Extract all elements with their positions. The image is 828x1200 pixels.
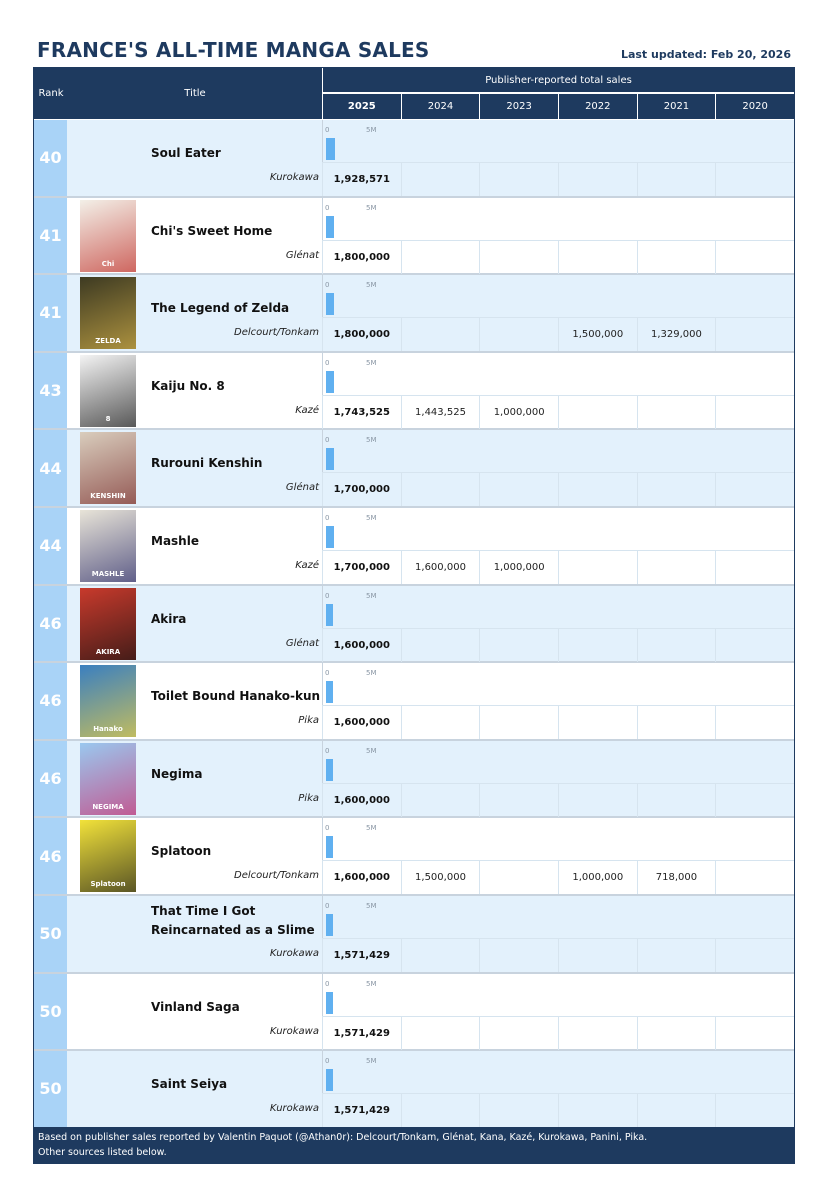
sales-bar [326,293,334,315]
rank-cell: 46 [34,586,67,662]
cover-lettering: Hanako [93,725,123,734]
manga-title: Akira [151,611,187,626]
sales-cell-2020 [715,162,794,196]
cover-lettering: KENSHIN [90,492,126,501]
manga-title: Splatoon [151,844,212,859]
bar-axis-zero: 0 [325,979,330,988]
sales-cell-2023 [479,472,558,506]
sales-cell-2020 [715,472,794,506]
sales-cell-2024 [401,472,480,506]
bar-axis-5m: 5M [366,436,377,445]
rank-cell: 50 [34,974,67,1050]
rank-cell: 46 [34,741,67,817]
sales-cell-2025: 1,571,429 [322,1093,401,1127]
rank-cell: 41 [34,198,67,274]
cover-image [80,277,136,349]
sales-cell-2022 [558,1093,637,1127]
sales-cell-2025: 1,571,429 [322,938,401,972]
bar-axis-5m: 5M [366,824,377,833]
sales-cell-2025: 1,600,000 [322,860,401,894]
rank-cell: 41 [34,275,67,351]
table-row [34,430,794,508]
sales-cell-2024 [401,240,480,274]
year-header-2020: 2020 [715,94,794,119]
sales-cell-2020 [715,550,794,584]
sales-cell-2025: 1,571,429 [322,1016,401,1050]
sales-bar [326,371,334,393]
sales-cell-2023: 1,000,000 [479,550,558,584]
publisher-label: Kurokawa [269,172,319,183]
sales-cell-2024 [401,705,480,739]
publisher-label: Glénat [285,637,319,649]
publisher-label: Delcourt/Tonkam [234,327,319,339]
sales-cell-2024 [401,938,480,972]
manga-title: Mashle [151,534,199,548]
table-row [34,896,794,974]
table-row [34,818,794,896]
cover-lettering: NEGIMA [92,802,124,811]
rank-cell: 40 [34,120,67,196]
bar-axis-zero: 0 [325,669,330,678]
bar-axis-zero: 0 [325,514,330,522]
bar-axis-5m: 5M [366,669,377,678]
sales-cell-2021 [637,705,716,739]
sales-cell-2024 [401,162,480,196]
sales-bar [326,216,334,238]
cover-lettering: 8 [105,414,111,423]
sales-cell-2021 [637,1016,716,1050]
manga-title: Soul Eater [151,146,221,160]
page-title: FRANCE'S ALL-TIME MANGA SALES [37,38,430,62]
bar-axis-5m: 5M [366,902,377,910]
rank-cell: 43 [34,353,67,429]
publisher-label: Glénat [285,482,319,494]
sales-cell-2021 [637,1093,716,1127]
footer-note [34,1127,794,1163]
rank-cell: 44 [34,430,67,506]
cover-image [80,432,136,504]
footer-line-1: Based on publisher sales reported by Valentin Paquot (@Athan0r): Delcourt/Tonkam, Glénat, Kana, Kazé, Kurokawa, Panini, Pika. [38,1132,648,1143]
bar-axis-zero: 0 [325,824,330,833]
sales-cell-2020 [715,395,794,429]
bar-axis-5m: 5M [366,203,377,212]
sales-cell-2023 [479,162,558,196]
sales-cell-2025: 1,600,000 [322,628,401,662]
sales-cell-2022 [558,550,637,584]
sales-cell-2020 [715,938,794,972]
last-updated-label: Last updated: Feb 20, 2026 [620,48,791,61]
cover-image [80,510,136,582]
manga-title: That Time I Got Reincarnated as a Slime [151,904,315,937]
sales-cell-2022 [558,1016,637,1050]
sales-cell-2022 [558,705,637,739]
title-header: Title [68,68,322,119]
table-row [34,586,794,664]
sales-cell-2020 [715,1016,794,1050]
sales-cell-2022 [558,240,637,274]
year-header-2023: 2023 [479,94,558,119]
sales-bar [326,914,333,936]
publisher-label: Pika [298,792,319,804]
bar-axis-zero: 0 [325,1057,330,1066]
bar-axis-5m: 5M [366,1057,377,1066]
sales-cell-2023: 1,000,000 [479,395,558,429]
manga-title: Kaiju No. 8 [151,378,225,393]
publisher-label: Kurokawa [269,1025,319,1037]
sales-cell-2023 [479,783,558,817]
sales-bar [326,604,333,626]
bar-axis-zero: 0 [325,358,330,367]
bar-axis-zero: 0 [325,902,330,910]
publisher-label: Glénat [285,249,319,261]
cover-image [80,665,136,737]
sales-bar [326,448,334,470]
sales-cell-2021 [637,240,716,274]
rank-cell: 44 [34,508,67,584]
sales-cell-2025: 1,800,000 [322,317,401,351]
sales-cell-2023 [479,240,558,274]
sales-cell-2023 [479,317,558,351]
publisher-label: Pika [298,715,319,727]
cover-lettering: Splatoon [90,880,126,889]
bar-axis-zero: 0 [325,591,330,600]
bar-axis-zero: 0 [325,436,330,445]
year-header-2021: 2021 [637,94,716,119]
sales-cell-2021 [637,395,716,429]
sales-bar [326,992,333,1014]
bar-axis-zero: 0 [325,203,330,212]
table-row [34,353,794,431]
sales-cell-2022: 1,000,000 [558,860,637,894]
sales-cell-2023 [479,938,558,972]
sales-cell-2025: 1,928,571 [322,162,401,196]
manga-title: Saint Seiya [151,1077,228,1092]
sales-cell-2022 [558,162,637,196]
cover-lettering: Chi [101,259,115,268]
sales-cell-2025: 1,700,000 [322,472,401,506]
sales-cell-2024 [401,1093,480,1127]
sales-cell-2020 [715,317,794,351]
cover-image [80,588,136,660]
bar-axis-5m: 5M [366,358,377,367]
bar-axis-5m: 5M [366,514,377,522]
sales-cell-2024 [401,1016,480,1050]
manga-title: The Legend of Zelda [151,301,290,316]
sales-cell-2025: 1,600,000 [322,783,401,817]
sales-bar [326,526,334,548]
sales-cell-2024 [401,317,480,351]
sales-group-header: Publisher-reported total sales [322,68,794,93]
publisher-label: Kurokawa [269,1103,319,1115]
rank-header: Rank [34,68,68,119]
sales-cell-2025: 1,700,000 [322,550,401,584]
sales-bar [326,759,333,781]
sales-cell-2025: 1,743,525 [322,395,401,429]
sales-cell-2020 [715,1093,794,1127]
footer-line-2: Other sources listed below. [38,1147,167,1158]
sales-cell-2020 [715,240,794,274]
cover-lettering: MASHLE [91,570,125,578]
sales-cell-2021 [637,550,716,584]
manga-title: Vinland Saga [151,999,240,1014]
cover-image [80,743,136,815]
bar-axis-5m: 5M [366,126,377,134]
sales-bar [326,1069,333,1091]
sales-cell-2024: 1,443,525 [401,395,480,429]
publisher-label: Kazé [295,560,319,571]
sales-cell-2024: 1,600,000 [401,550,480,584]
sales-bar [326,836,333,858]
rank-cell: 46 [34,663,67,739]
sales-cell-2022: 1,500,000 [558,317,637,351]
sales-cell-2020 [715,860,794,894]
cover-image [80,200,136,272]
publisher-label: Kurokawa [269,948,319,959]
sales-cell-2021 [637,938,716,972]
table-row [34,508,794,586]
rank-cell: 50 [34,896,67,972]
sales-cell-2022 [558,783,637,817]
year-header-2025: 2025 [322,94,401,119]
manga-title: Toilet Bound Hanako-kun [151,689,321,704]
cover-image [80,820,136,892]
sales-cell-2024 [401,628,480,662]
manga-title: Chi's Sweet Home [151,223,273,238]
table-row [34,120,794,198]
cover-lettering: ZELDA [95,337,121,346]
sales-cell-2025: 1,800,000 [322,240,401,274]
sales-cell-2023 [479,1093,558,1127]
year-header-2024: 2024 [401,94,480,119]
sales-bar [326,681,333,703]
publisher-label: Kazé [295,404,319,416]
sales-cell-2023 [479,860,558,894]
sales-cell-2021: 718,000 [637,860,716,894]
sales-cell-2021 [637,783,716,817]
sales-cell-2021: 1,329,000 [637,317,716,351]
bar-axis-zero: 0 [325,281,330,290]
bar-axis-zero: 0 [325,126,330,134]
table-row [34,198,794,276]
sales-cell-2020 [715,705,794,739]
sales-cell-2022 [558,395,637,429]
sales-cell-2025: 1,600,000 [322,705,401,739]
sales-cell-2022 [558,472,637,506]
bar-axis-5m: 5M [366,746,377,755]
sales-cell-2022 [558,628,637,662]
rank-cell: 46 [34,818,67,894]
bar-axis-5m: 5M [366,281,377,290]
cover-image [80,355,136,427]
sales-cell-2020 [715,628,794,662]
sales-cell-2023 [479,1016,558,1050]
sales-cell-2022 [558,938,637,972]
cover-lettering: AKIRA [95,647,121,656]
sales-cell-2024 [401,783,480,817]
table-row [34,1051,794,1129]
sales-bar [326,138,335,160]
sales-cell-2024: 1,500,000 [401,860,480,894]
sales-cell-2021 [637,162,716,196]
table-row [34,663,794,741]
bar-axis-5m: 5M [366,979,377,988]
rank-cell: 50 [34,1051,67,1127]
sales-cell-2021 [637,628,716,662]
table-row [34,741,794,819]
sales-cell-2023 [479,628,558,662]
bar-axis-5m: 5M [366,591,377,600]
sales-cell-2021 [637,472,716,506]
manga-title: Rurouni Kenshin [151,456,263,471]
sales-cell-2023 [479,705,558,739]
table-row [34,974,794,1052]
publisher-label: Delcourt/Tonkam [234,870,319,882]
bar-axis-zero: 0 [325,746,330,755]
manga-title: Negima [151,766,203,781]
year-header-2022: 2022 [558,94,637,119]
sales-cell-2020 [715,783,794,817]
table-row [34,275,794,353]
